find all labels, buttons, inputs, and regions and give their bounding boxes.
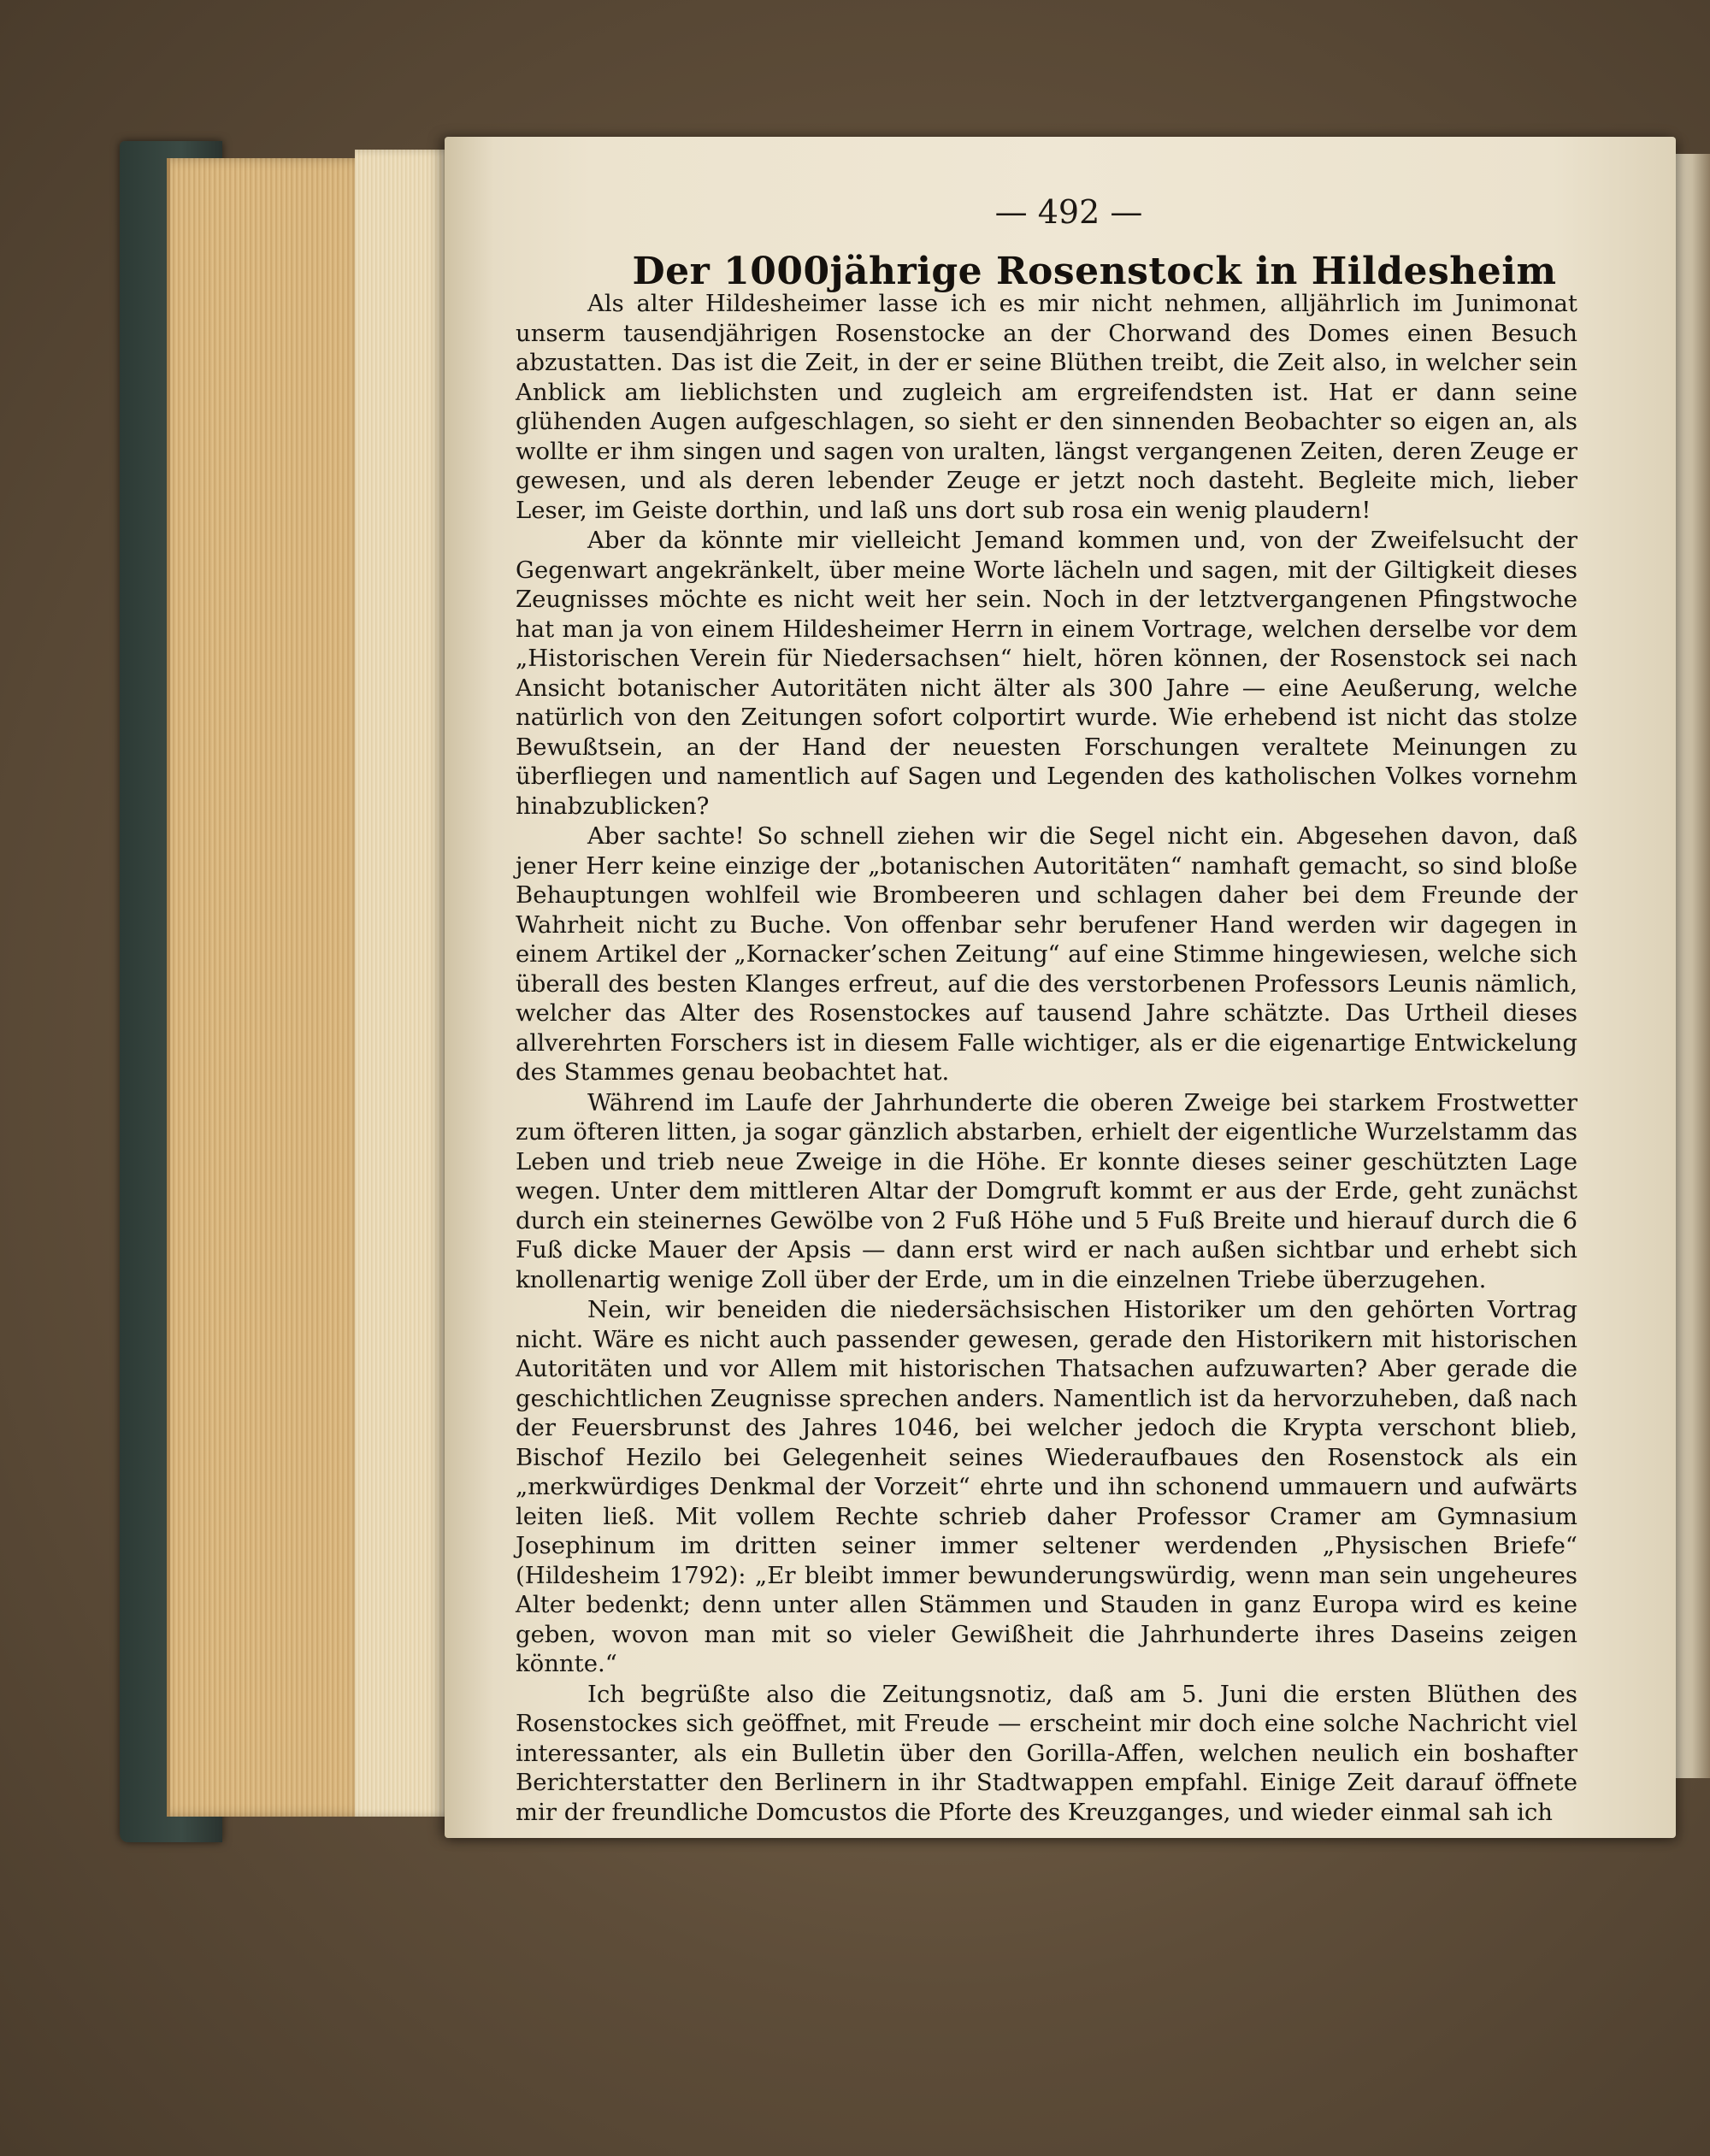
page-block-inner — [355, 150, 457, 1817]
paragraph: Als alter Hildesheimer lasse ich es mir nicht nehmen, alljährlich im Junimonat unserm tausendjährigen Rosenstocke an der Chorwand des Domes einen Besuch abzustatten. Das ist die Zeit, in der er seine Blüthen treibt, die Zeit also, in welcher sein Anblick am lieblichsten und zugleich am ergreifendsten ist. Hat er dann seine glühenden Augen aufgeschlagen, so sieht er den sinnenden Beobachter so eigen an, als wollte er ihm singen und sagen von uralten, längst vergangenen Zeiten, deren Zeuge er gewesen, und als deren lebender Zeuge er jetzt noch dasteht. Begleite mich, lieber Leser, im Geiste dorthin, und laß uns dort sub rosa ein wenig plaudern! — [516, 290, 1577, 524]
page-number: — 492 — — [994, 193, 1143, 231]
article-heading: Der 1000jährige Rosenstock in Hildesheim — [632, 250, 1557, 293]
paragraph: Ich begrüßte also die Zeitungsnotiz, daß am 5. Juni die ersten Blüthen des Rosenstockes sich geöffnet, mit Freude — erscheint mir doch eine solche Nachricht viel interessanter, als ein Bulletin über den Gorilla-Affen, welchen neulich ein boshafter Berichterstatter den Berlinern in ihr Stadtwappen empfahl. Einige Zeit darauf öffnete mir der freundliche Domcustos die Pforte des Kreuzganges, und wieder einmal sah ich — [516, 1680, 1577, 1826]
paragraph: Während im Laufe der Jahrhunderte die oberen Zweige bei starkem Frostwetter zum öfteren litten, ja sogar gänzlich abstarben, erhielt der eigentliche Wurzelstamm das Leben und trieb neue Zweige in die Höhe. Er konnte dieses seiner geschützten Lage wegen. Unter dem mittleren Altar der Domgruft kommt er aus der Erde, geht zunächst durch ein steinernes Gewölbe von 2 Fuß Höhe und 5 Fuß Breite und hierauf durch die 6 Fuß dicke Mauer der Apsis — dann erst wird er nach außen sichtbar und erhebt sich knollenartig wenige Zoll über der Erde, um in die einzelnen Triebe überzugehen. — [516, 1088, 1577, 1293]
article-body — [516, 289, 1577, 1827]
paragraph: Aber sachte! So schnell ziehen wir die Segel nicht ein. Abgesehen davon, daß jener Herr keine einzige der „botanischen Autoritäten“ namhaft gemacht, so sind bloße Behauptungen wohlfeil wie Brombeeren und schlagen daher bei dem Freunde der Wahrheit nicht zu Buche. Von offenbar sehr berufener Hand werden wir dagegen in einem Artikel der „Kornacker’schen Zeitung“ auf eine Stimme hingewiesen, welche sich überall des besten Klanges erfreut, auf die des verstorbenen Professors Leunis nämlich, welcher das Alter des Rosenstockes auf tausend Jahre schätzte. Das Urtheil dieses allverehrten Forschers ist in diesem Falle wichtiger, als er die eigenartige Entwickelung des Stammes genau beobachtet hat. — [516, 822, 1577, 1086]
paragraph: Nein, wir beneiden die niedersächsischen Historiker um den gehörten Vortrag nicht. Wäre es nicht auch passender gewesen, gerade den Historikern mit historischen Autoritäten und vor Allem mit historischen Thatsachen aufzuwarten? Aber gerade die geschichtlichen Zeugnisse sprechen anders. Namentlich ist da hervorzuheben, daß nach der Feuersbrunst des Jahres 1046, bei welcher jedoch die Krypta verschont blieb, Bischof Hezilo bei Gelegenheit seines Wiederaufbaues den Rosenstock als ein „merkwürdiges Denkmal der Vorzeit“ ehrte und ihn schonend ummauern und aufwärts leiten ließ. Mit vollem Rechte schrieb daher Professor Cramer am Gymnasium Josephinum im dritten seiner immer seltener werdenden „Physischen Briefe“ (Hildesheim 1792): „Er bleibt immer bewunderungswürdig, wenn man sein ungeheures Alter bedenkt; denn unter allen Stämmen und Stauden in ganz Europa wird es keine geben, wovon man mit so vieler Gewißheit die Jahrhunderte ihres Daseins zeigen könnte.“ — [516, 1296, 1577, 1677]
page-block-edge — [167, 158, 367, 1817]
paragraph: Aber da könnte mir vielleicht Jemand kommen und, von der Zweifelsucht der Gegenwart angekränkelt, über meine Worte lächeln und sagen, mit der Giltigkeit dieses Zeugnisses möchte es nicht weit her sein. Noch in der letztvergangenen Pfingstwoche hat man ja von einem Hildesheimer Herrn in einem Vortrage, welchen derselbe vor dem „Historischen Verein für Niedersachsen“ hielt, hören können, der Rosenstock sei nach Ansicht botanischer Autoritäten nicht älter als 300 Jahre — eine Aeußerung, welche natürlich von den Zeitungen sofort colportirt wurde. Wie erhebend ist nicht das stolze Bewußtsein, an der Hand der neuesten Forschungen veraltete Meinungen zu überfliegen und namentlich auf Sagen und Legenden des katholischen Volkes vornehm hinabzublicken? — [516, 527, 1577, 820]
